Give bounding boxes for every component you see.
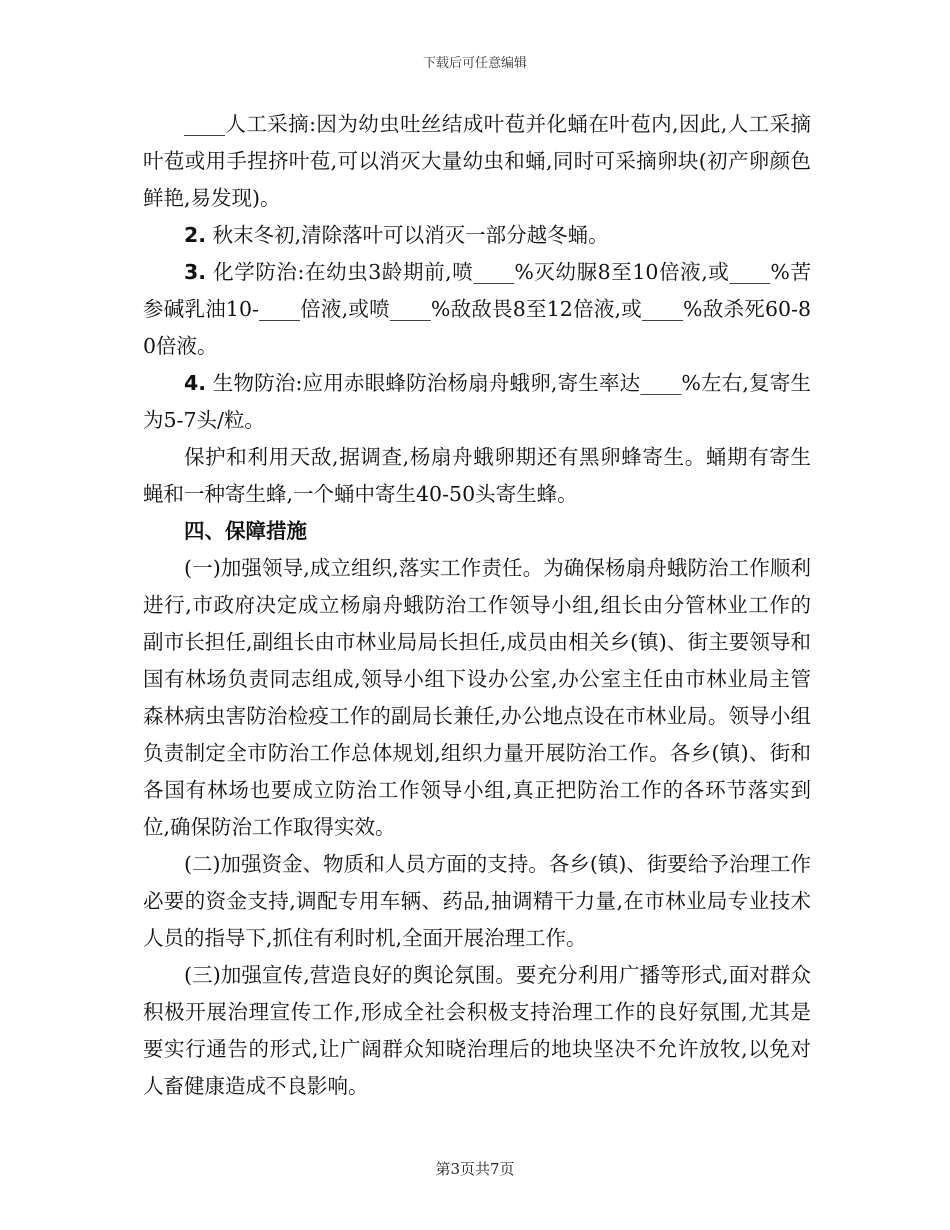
item-number: 3.: [184, 260, 207, 284]
item-number: 2.: [184, 223, 207, 247]
document-body: [143, 106, 811, 1105]
page-number: 第3页共7页: [435, 1160, 515, 1178]
page-header: 下载后可任意编辑: [422, 56, 527, 71]
paragraph-text: 化学防治:在幼虫3龄期前,喷____%灭幼脲8至10倍液,或____%苦参碱乳油10-____倍液,或喷____%敌敌畏8至12倍液,或____%敌杀死60-80倍液。: [143, 260, 811, 358]
paragraph-manual-picking: ____人工采摘:因为幼虫吐丝结成叶苞并化蛹在叶苞内,因此,人工采摘叶苞或用手捏挤叶苞,可以消灭大量幼虫和蛹,同时可采摘卵块(初产卵颜色鲜艳,易发现)。: [143, 112, 811, 210]
paragraph-publicity: (三)加强宣传,营造良好的舆论氛围。要充分利用广播等形式,面对群众积极开展治理宣传工作,形成全社会积极支持治理工作的良好氛围,尤其是要实行通告的形式,让广阔群众知晓治理后的地块坚决不允许放牧,以免对人畜健康造成不良影响。: [143, 963, 811, 1098]
item-number: 4.: [184, 371, 207, 395]
paragraph-support: (二)加强资金、物质和人员方面的支持。各乡(镇)、街要给予治理工作必要的资金支持,调配专用车辆、药品,抽调精干力量,在市林业局专业技术人员的指导下,抓住有利时机,全面开展治理工作。: [143, 852, 811, 950]
paragraph-text: 秋末冬初,清除落叶可以消灭一部分越冬蛹。: [206, 223, 609, 247]
paragraph-item-3: [143, 254, 811, 365]
paragraph-item-2: [143, 217, 811, 254]
paragraph-leadership: (一)加强领导,成立组织,落实工作责任。为确保杨扇舟蛾防治工作顺利进行,市政府决定成立杨扇舟蛾防治工作领导小组,组长由分管林业工作的副市长担任,副组长由市林业局局长担任,成员由相关乡(镇)、街主要领导和国有林场负责同志组成,领导小组下设办公室,办公室主任由市林业局主管森林病虫害防治检疫工作的副局长兼任,办公地点设在市林业局。领导小组负责制定全市防治工作总体规划,组织力量开展防治工作。各乡(镇)、街和各国有林场也要成立防治工作领导小组,真正把防治工作的各环节落实到位,确保防治工作取得实效。: [143, 556, 811, 839]
paragraph-item-4: [143, 365, 811, 439]
section-heading: 四、保障措施: [184, 519, 307, 543]
paragraph-natural-enemies: 保护和利用天敌,据调查,杨扇舟蛾卵期还有黑卵蜂寄生。蛹期有寄生蝇和一种寄生蜂,一个蛹中寄生40-50头寄生蜂。: [143, 445, 811, 506]
paragraph-text: 生物防治:应用赤眼蜂防治杨扇舟蛾卵,寄生率达____%左右,复寄生为5-7头/粒。: [143, 371, 811, 432]
